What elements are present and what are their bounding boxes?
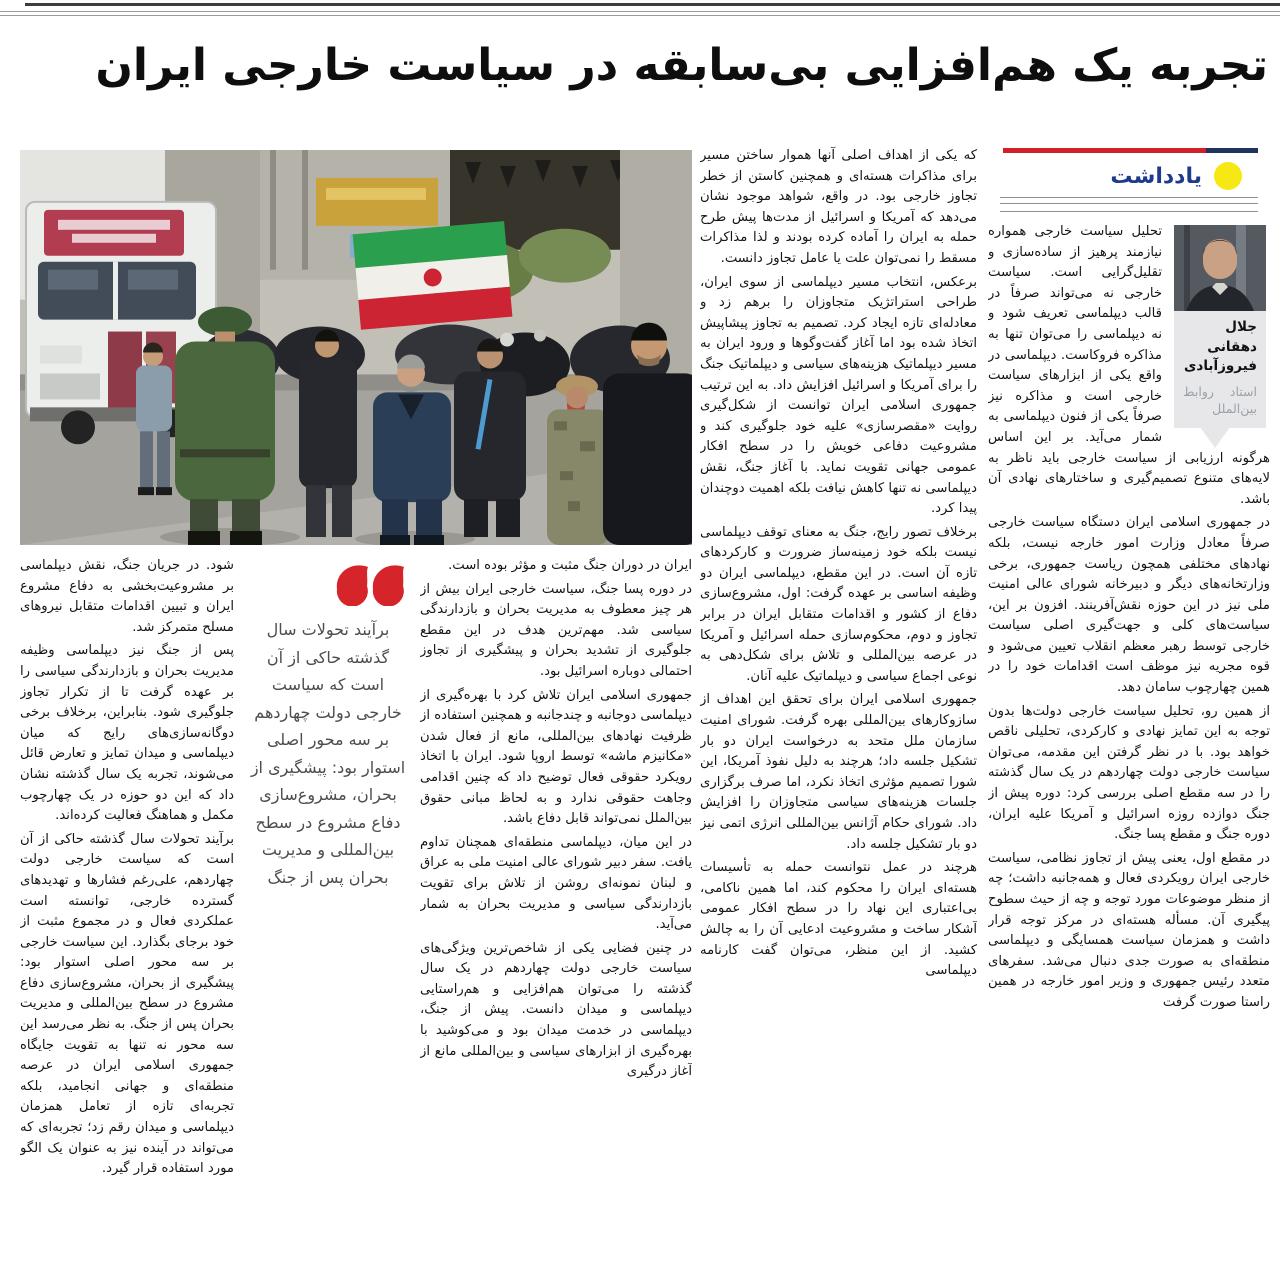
tag-bar-red [1003,148,1206,153]
article-column-2 [700,146,977,1212]
author-caption [1174,311,1266,428]
paragraph: در دوره پسا جنگ، سیاست خارجی ایران بیش از هر چیز معطوف به مدیریت بحران و بازدارندگی سیاسی شد. مهم‌ترین هدف در این مقطع جلوگیری از تشدید بحران و پیشگیری از تجاوز احتمالی دوباره اسرائیل بود. [420,581,692,679]
paragraph: در جمهوری اسلامی ایران دستگاه سیاست خارجی صرفاً معادل وزارت امور خارجه نیست، بلکه نهادهای مختلفی همچون ریاست جمهوری، برخی وزارتخانه‌های دیگر و دبیرخانه شورای عالی امنیت ملی نیز در این حوزه نقش‌آفرینند. افزون بر این، سیاست‌های کلی و جهت‌گیری اصلی سیاست خارجی توسط رهبر معظم انقلاب تعیین می‌شود و قوه مجریه نیز موظف است اقدامات خود را در همین چهارچوب سامان دهد. [988,515,1270,696]
paragraph: پس از جنگ نیز دیپلماسی وظیفه مدیریت بحران و بازدارندگی سیاسی را بر عهده گرفت تا از تکرار تجاوز جلوگیری شود. بنابراین، برخلاف برخی دوگانه‌سازی‌های رایج که میان دیپلماسی و میدان تمایز و تعارض قائل می‌شوند، تجربه یک سال گذشته نشان داد که این دو حوزه در یک چهارچوب مکمل و هماهنگ فعالیت کرده‌اند. [20,643,234,824]
section-divider [1000,197,1258,212]
paragraph: ایران در دوران جنگ مثبت و مؤثر بوده است. [448,558,692,573]
section-header [988,153,1270,197]
article-column-4 [20,556,234,1208]
paragraph: برآیند تحولات سال گذشته حاکی از آن است که سیاست خارجی دولت چهاردهم، علی‌رغم فشارها و تهدیدهای گسترده خارجی، توانسته است عملکردی فعال و در مجموع مثبت از خود برجای بگذارد. این سیاست خارجی بر سه محور اصلی استوار بود: پیشگیری از بحران، مشروع‌سازی دفاع مشروع در سطح بین‌المللی و مدیریت بحران پس از جنگ. به نظر می‌رسد این سه محور نه تنها به تقویت جایگاه جمهوری اسلامی ایران در عرصه منطقه‌ای و جهانی انجامید، بلکه تجربه‌ای تازه از تعامل همزمان دیپلماسی و میدان رقم زد؛ تجربه‌ای که می‌تواند در آینده نیز به عنوان یک الگو مورد استفاده قرار گیرد. [20,831,234,1177]
top-rule-dark [25,3,1280,6]
paragraph: هرچند در عمل نتوانست حمله به تأسیسات هسته‌ای ایران را محکوم کند، اما همین ناکامی، بی‌اعتباری این نهاد را در سطح افکار عمومی آشکار ساخت و مشروعیت ادعایی آن را به چالش کشید. از این منظر، می‌توان گفت کارنامه دیپلماسی [700,860,977,979]
page-title: تجربه یک هم‌افزایی بی‌سابقه در سیاست خارجی ایران [95,40,1268,91]
paragraph: در مقطع اول، یعنی پیش از تجاوز نظامی، سیاست خارجی ایران رویکردی فعال و همه‌جانبه داشت؛ چه از منظر موضوعات مورد توجه و چه از حیث سطوح پیگیری آن. مسأله هسته‌ای در مرکز توجه قرار داشت و همزمان سیاست همسایگی و دیپلماسی منطقه‌ای به صورت جدی دنبال می‌شد. سفرهای متعدد رئیس جمهوری و وزیر امور خارجه در همین راستا صورت گرفت [988,850,1270,1010]
section-title: یادداشت [1110,163,1202,189]
top-rule-double [0,11,1280,16]
section-tag-bar [1003,148,1258,153]
paragraph: تحلیل سیاست خارجی همواره نیازمند پرهیز از ساده‌سازی و تقلیل‌گرایی است. سیاست خارجی نه می‌تواند صرفاً در قالب دیپلماسی تعریف شود و نه دیپلماسی را می‌توان تنها به مذاکره فروکاست. دیپلماسی در واقع یکی از ابزارهای سیاست خارجی است و مذاکره نیز صرفاً یکی از فنون دیپلماسی به شمار می‌آید. بر این اساس هرگونه ارزیابی از سیاست خارجی باید ناظر به لایه‌های متنوع تصمیم‌گیری و ساختارهای نهادی آن باشد. [988,224,1270,507]
caption-tail [1200,427,1230,448]
author-name: جلال دهقانی فیروزآبادی [1184,319,1257,375]
author-portrait [1174,225,1266,311]
street-march-illustration [20,150,692,545]
quote-marks-icon [248,560,408,610]
iran-flag [353,221,513,330]
opinion-column [988,146,1270,1212]
paragraph: برعکس، انتخاب مسیر دیپلماسی از سوی ایران، طراحی استراتژیک متجاوزان را برهم زد و معادله‌ای تازه ایجاد کرد. تصمیم به تجاوز پیشاپیش اتخاذ شده بود اما آغاز گفت‌وگوها و ورود ایران به مسیر دیپلماتیک هزینه‌های سیاسی و دیپلماتیک جنگ را برای آمریکا و اسرائیل افزایش داد. به این ترتیب جمهوری اسلامی ایران توانست از شکل‌گیری روایت «مقصرسازی» علیه خود جلوگیری کند و مشروعیت دفاعی خویش را در سطح افکار عمومی جهانی تقویت نماید. با آغاز جنگ، نقش دیپلماسی نه تنها کاهش نیافت بلکه اهمیت دوچندان پیدا کرد. [700,274,977,517]
pull-quote-text: برآیند تحولات سال گذشته حاکی از آن است که سیاست خارجی دولت چهاردهم بر سه محور اصلی استوار بود: پیشگیری از بحران، مشروع‌سازی دفاع مشروع در سطح بین‌المللی و مدیریت بحران پس از جنگ [250,620,406,887]
yellow-dot-icon [1214,162,1242,190]
paragraph: که یکی از اهداف اصلی آنها هموار ساختن مسیر برای مذاکرات هسته‌ای و همچنین کاستن از خطر تجاوز خارجی بود. در واقع، شواهد موجود نشان می‌دهد که آمریکا و اسرائیل از مدت‌ها پیش طرح حمله به ایران را آماده کرده بودند و لذا مذاکرات مسقط را نمی‌توان علت یا عامل تجاوز دانست. [700,148,977,266]
article-column-3 [420,556,692,1208]
paragraph: در چنین فضایی یکی از شاخص‌ترین ویژگی‌های سیاست خارجی دولت چهاردهم در یک سال گذشته را می‌توان هم‌افزایی و هم‌راستایی دیپلماسی و میدان دانست. پیش از جنگ، دیپلماسی در خدمت میدان بود و می‌کوشید با بهره‌گیری از ابزارهای سیاسی و بین‌المللی مانع از آغاز درگیری [420,940,692,1080]
main-photo [20,150,692,545]
pull-quote [248,560,408,891]
paragraph: جمهوری اسلامی ایران تلاش کرد با بهره‌گیری از دیپلماسی دوجانبه و چندجانبه و همچنین استفاده از ظرفیت نهادهای بین‌المللی، مانع از فعال شدن «مکانیزم ماشه» توسط اروپا شود. ایران با اتخاذ رویکرد حقوقی فعال توضیح داد که چنین اقدامی وجاهت حقوقی ندارد و به لحاظ مبانی حقوق بین‌الملل نمی‌تواند قابل دفاع باشد. [420,687,692,827]
paragraph: در این میان، دیپلماسی منطقه‌ای همچنان تداوم یافت. سفر دبیر شورای عالی امنیت ملی به عراق و لبنان نمونه‌ای روشن از تلاش برای تقویت بازدارندگی سیاسی و مدیریت بحران به شمار می‌آید. [420,834,692,933]
tag-bar-blue [1206,148,1258,153]
author-role: استاد روابط بین‌الملل [1183,383,1257,417]
opinion-body [988,222,1270,1014]
author-card [1174,225,1266,428]
paragraph: جمهوری اسلامی ایران برای تحقق این اهداف از سازوکارهای بین‌المللی بهره گرفت. شورای امنیت سازمان ملل متحد به درخواست ایران دو بار تشکیل جلسه داد؛ هرچند به دلیل نفوذ آمریکا، این شورا تصمیم مؤثری اتخاذ نکرد، اما صرف برگزاری جلسات هزینه‌های سیاسی متجاوزان را افزایش داد. شورای حکام آژانس بین‌المللی انرژی اتمی نیز دو بار تشکیل جلسه داد. [700,692,977,852]
paragraph: برخلاف تصور رایج، جنگ به معنای توقف دیپلماسی نیست بلکه خود زمینه‌ساز ضرورت و کارکردهای تازه آن است. در این مقطع، دیپلماسی ایران دو وظیفه اساسی بر عهده گرفت: اول، مشروع‌سازی دفاع از کشور و اقدامات متقابل ایران در برابر تجاوز و دوم، محکوم‌سازی حمله اسرائیل و آمریکا در عرصه بین‌المللی و تلاش برای شکل‌دهی به نوعی اجماع سیاسی و دیپلماتیک علیه آنان. [700,524,977,684]
paragraph: شود. در جریان جنگ، نقش دیپلماسی بر مشروعیت‌بخشی به دفاع مشروع ایران و تبیین اقدامات متقابل نیروهای مسلح متمرکز شد. [20,558,234,635]
paragraph: از همین رو، تحلیل سیاست خارجی دولت‌ها بدون توجه به این تمایز نهادی و کارکردی، تحلیلی ناقص خواهد بود. با در نظر گرفتن این مقدمه، می‌توان سیاست خارجی دولت چهاردهم در یک سال گذشته را در سه مقطع اصلی بررسی کرد: دوره پیش از جنگ دوازده روزه اسرائیل و آمریکا علیه ایران، دوره جنگ و مقطع پسا جنگ. [988,703,1270,843]
